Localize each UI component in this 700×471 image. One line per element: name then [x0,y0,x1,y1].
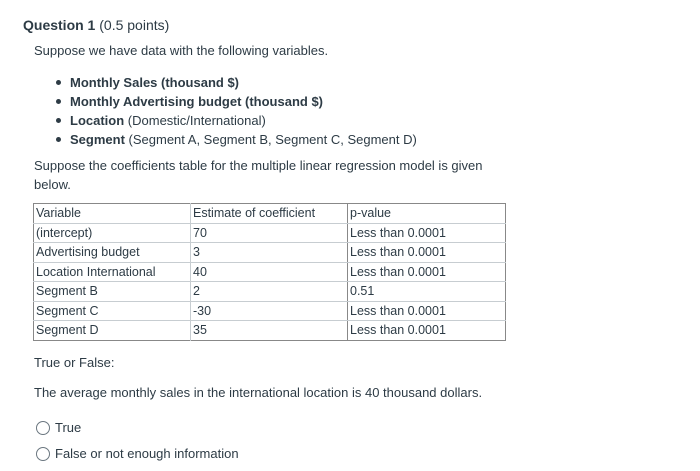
coefficients-table [33,203,506,341]
variable-list [52,73,417,149]
table-row [34,243,506,263]
table-cell: Segment C [34,301,191,321]
table-cell: 2 [191,282,348,302]
table-cell: -30 [191,301,348,321]
variable-item: Location (Domestic/International) [52,111,417,130]
answer-option-false[interactable] [36,446,239,461]
table-header-cell: Estimate of coefficient [191,204,348,224]
table-cell: Less than 0.0001 [348,223,506,243]
table-cell: Segment B [34,282,191,302]
table-cell: Less than 0.0001 [348,243,506,263]
answer-option-true[interactable] [36,420,81,435]
table-cell: Less than 0.0001 [350,323,446,338]
table-intro: Suppose the coefficients table for the multiple linear regression model is given below. [34,158,483,192]
answer-option-label: True [55,420,82,435]
table-cell: 40 [191,262,348,282]
table-cell: Advertising budget [34,243,191,263]
table-row [34,301,506,321]
question-intro: Suppose we have data with the following variables. [34,43,329,58]
table-header-cell: p-value [348,204,506,224]
variable-item: Monthly Sales (thousand $) [52,73,417,92]
table-row [34,223,506,243]
question-header [23,17,169,33]
table-cell: 0.51 [348,282,506,302]
variable-item: Segment (Segment A, Segment B, Segment C, Segment D) [52,130,417,149]
table-cell: 3 [191,243,348,263]
table-cell: (intercept) [34,223,191,243]
answer-option-label: False or not enough information [55,446,239,461]
table-row [34,282,506,302]
table-cell: Location International [34,262,191,282]
table-cell: Segment D [34,321,191,341]
table-cell: Less than 0.0001 [348,262,506,282]
table-cell: 35 [191,321,348,341]
question-statement: The average monthly sales in the international location is 40 thousand dollars. [34,385,483,400]
true-false-label: True or False: [34,355,115,370]
question-points: (0.5 points) [99,17,170,33]
variable-item: Monthly Advertising budget (thousand $) [52,92,417,111]
table-header-row [34,204,506,224]
table-row [34,321,506,341]
table-cell: Less than 0.0001 [348,301,506,321]
table-row [34,262,506,282]
radio-button-true[interactable] [36,421,50,435]
table-cell: 70 [191,223,348,243]
table-header-cell: Variable [34,204,191,224]
question-title: Question 1 [23,17,96,33]
radio-button-false[interactable] [36,447,50,461]
